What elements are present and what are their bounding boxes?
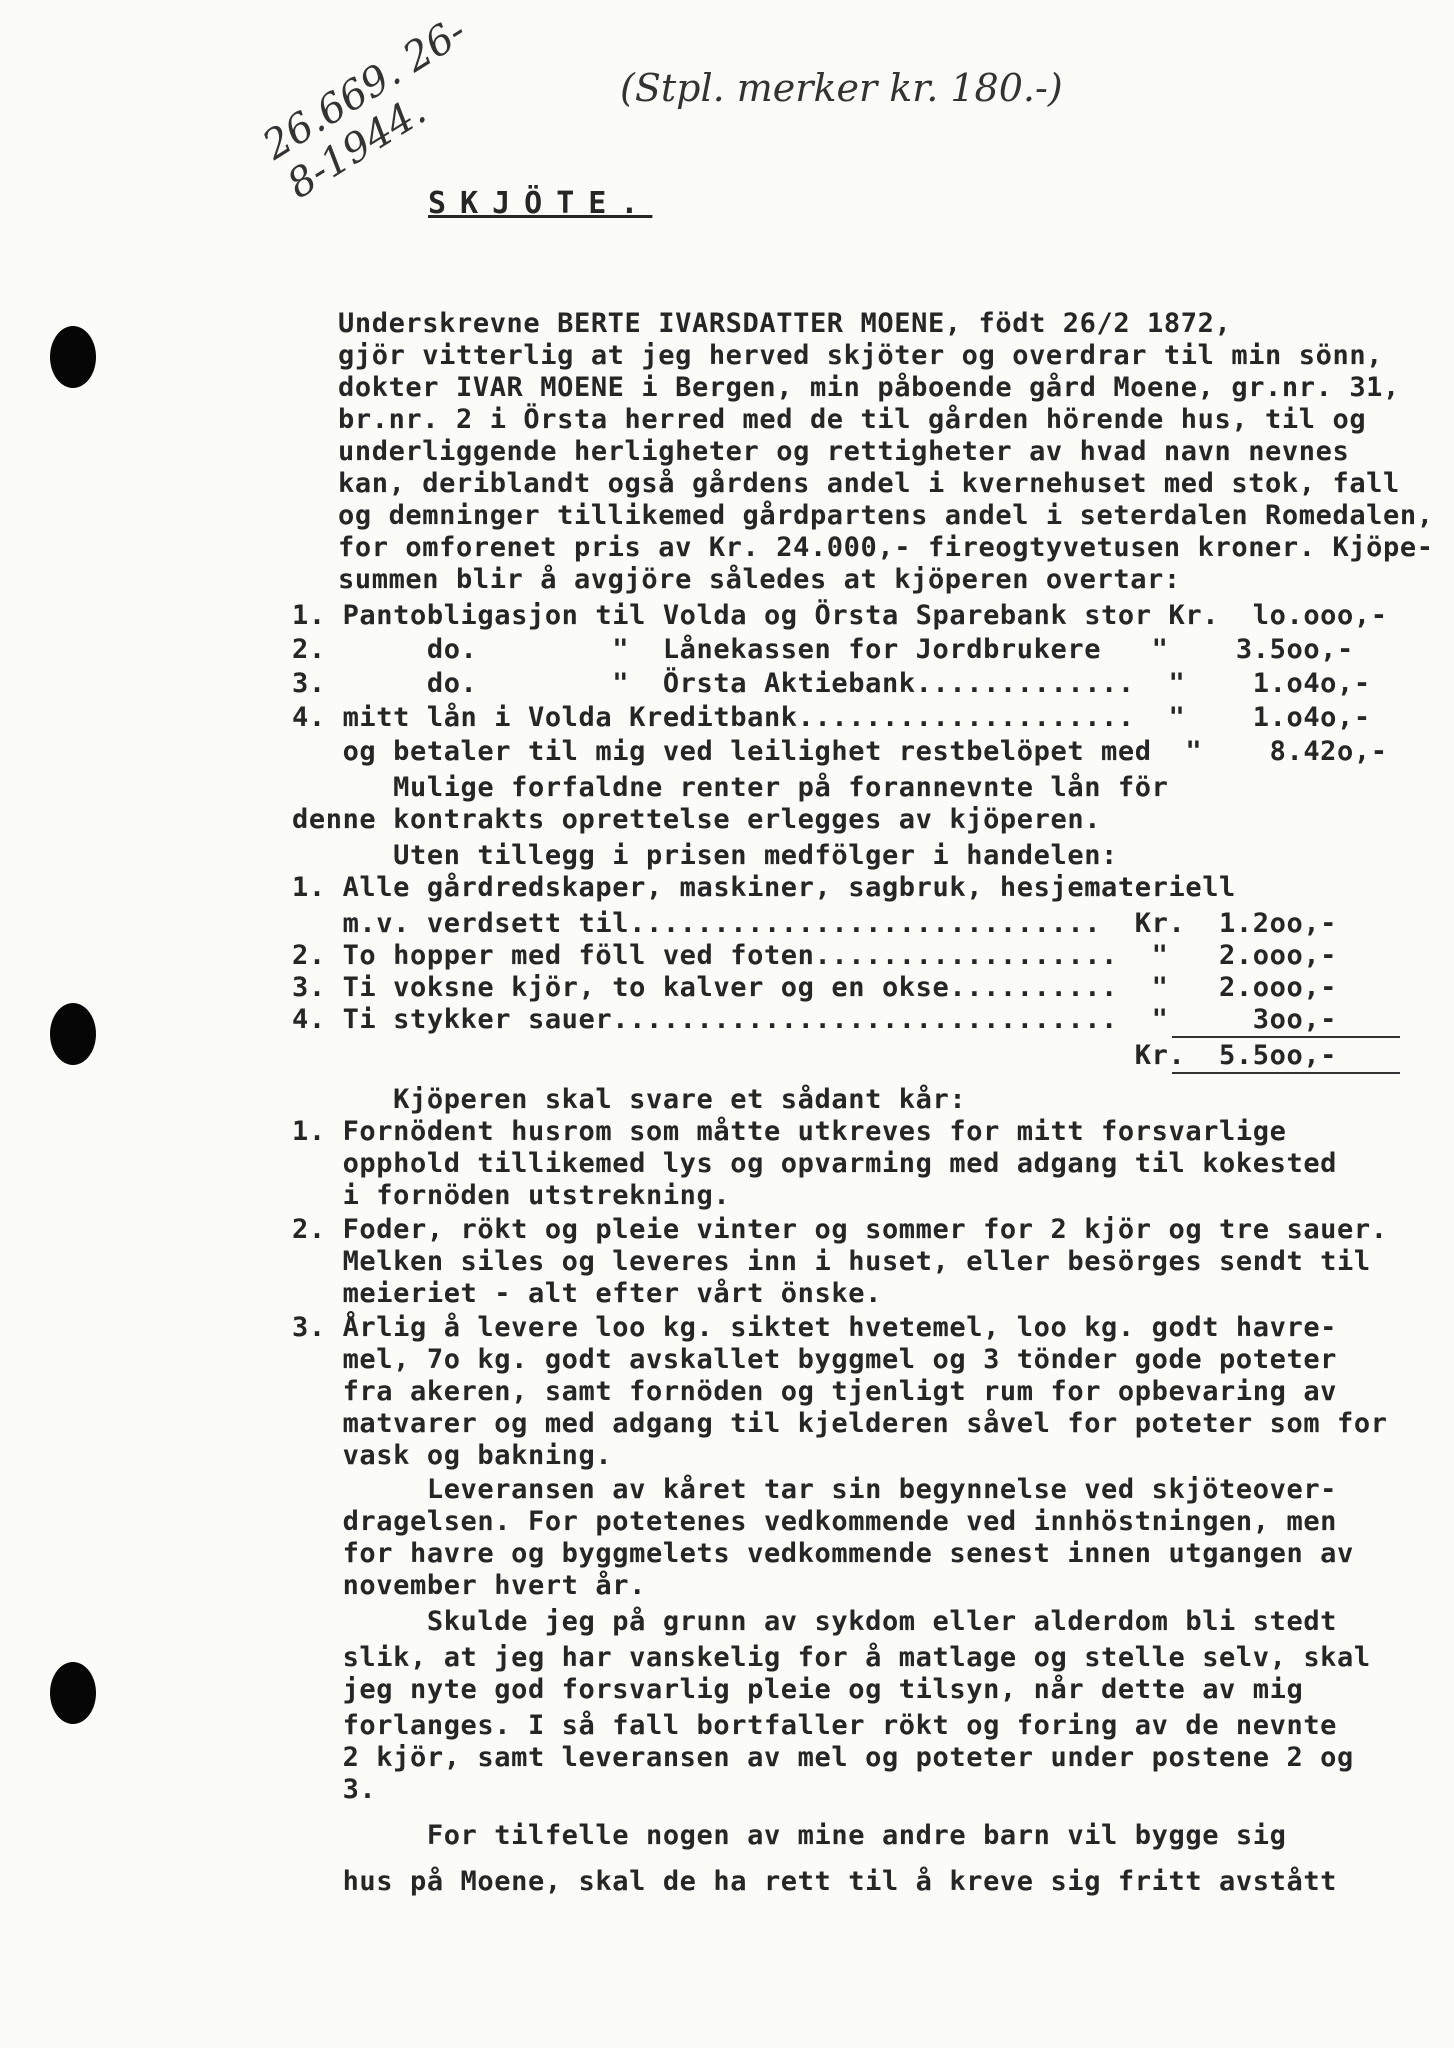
text-line: 1. Fornödent husrom som måtte utkreves for mitt forsvarlige: [292, 1116, 1287, 1147]
text-line: meieriet - alt efter vårt önske.: [292, 1278, 882, 1309]
text-line: 2 kjör, samt leveransen av mel og poteter under postene 2 og: [292, 1742, 1354, 1773]
text-line: For tilfelle nogen av mine andre barn vil bygge sig: [292, 1820, 1287, 1851]
sum-rule: [1172, 1072, 1400, 1074]
text-line: 2. To hopper med föll ved foten.................. " 2.ooo,-: [292, 940, 1338, 971]
header-handwritten-note: (Stpl. merker kr. 180.-): [620, 66, 1063, 110]
text-line: slik, at jeg har vanskelig for å matlage og stelle selv, skal: [292, 1642, 1371, 1673]
text-line: Mulige forfaldne renter på forannevnte lån för: [292, 772, 1169, 803]
text-line: 3. do. " Örsta Aktiebank............. " 1.o4o,-: [292, 668, 1371, 699]
text-line: mel, 7o kg. godt avskallet byggmel og 3 tönder gode poteter: [292, 1344, 1338, 1375]
text-line: 4. Ti stykker sauer.............................. " 3oo,-: [292, 1004, 1338, 1035]
text-line: Underskrevne BERTE IVARSDATTER MOENE, födt 26/2 1872,: [338, 308, 1232, 339]
text-line: vask og bakning.: [292, 1440, 613, 1471]
margin-note-text: 26.669. 26-8-1944.: [255, 8, 475, 209]
text-line: br.nr. 2 i Örsta herred med de til gården hörende hus, til og: [338, 404, 1367, 435]
text-line: fra akeren, samt fornöden og tjenligt rum for opbevaring av: [292, 1376, 1338, 1407]
text-line: 1. Pantobligasjon til Volda og Örsta Sparebank stor Kr. lo.ooo,-: [292, 600, 1388, 631]
text-line: for havre og byggmelets vedkommende senest innen utgangen av: [292, 1538, 1354, 1569]
text-line: m.v. verdsett til............................ Kr. 1.2oo,-: [292, 908, 1338, 939]
text-line: hus på Moene, skal de ha rett til å kreve sig fritt avstått: [292, 1866, 1338, 1897]
text-line: 3. Årlig å levere loo kg. siktet hvetemel, loo kg. godt havre-: [292, 1312, 1338, 1343]
text-line: 2. Foder, rökt og pleie vinter og sommer for 2 kjör og tre sauer.: [292, 1214, 1388, 1245]
punch-hole: [50, 326, 96, 388]
text-line: Leveransen av kåret tar sin begynnelse ved skjöteover-: [292, 1474, 1338, 1505]
text-line: kan, deriblandt også gårdens andel i kvernehuset med stok, fall: [338, 468, 1400, 499]
text-line: opphold tillikemed lys og opvarming med adgang til kokested: [292, 1148, 1338, 1179]
margin-handwritten-note: [255, 0, 524, 208]
text-line: jeg nyte god forsvarlig pleie og tilsyn, når dette av mig: [292, 1674, 1304, 1705]
document-title: SKJÖTE.: [428, 186, 653, 221]
sum-line: Kr. 5.5oo,-: [292, 1040, 1338, 1071]
text-line: for omforenet pris av Kr. 24.000,- fireogtyvetusen kroner. Kjöpe-: [338, 532, 1434, 563]
punch-hole: [50, 1003, 96, 1065]
text-line: dokter IVAR MOENE i Bergen, min påboende gård Moene, gr.nr. 31,: [338, 372, 1400, 403]
text-line: november hvert år.: [292, 1570, 646, 1601]
punch-hole: [50, 1662, 96, 1724]
sum-rule: [1172, 1036, 1400, 1038]
text-line: Kjöperen skal svare et sådant kår:: [292, 1084, 967, 1115]
text-line: underliggende herligheter og rettigheter av hvad navn nevnes: [338, 436, 1350, 467]
text-line: i fornöden utstrekning.: [292, 1180, 731, 1211]
text-line: og betaler til mig ved leilighet restbelöpet med " 8.42o,-: [292, 736, 1388, 767]
text-line: 4. mitt lån i Volda Kreditbank.................... " 1.o4o,-: [292, 702, 1371, 733]
text-line: 1. Alle gårdredskaper, maskiner, sagbruk, hesjemateriell: [292, 872, 1236, 903]
text-line: dragelsen. For potetenes vedkommende ved innhöstningen, men: [292, 1506, 1338, 1537]
text-line: og demninger tillikemed gårdpartens andel i seterdalen Romedalen,: [338, 500, 1434, 531]
text-line: Skulde jeg på grunn av sykdom eller alderdom bli stedt: [292, 1606, 1338, 1637]
text-line: summen blir å avgjöre således at kjöperen overtar:: [338, 564, 1181, 595]
text-line: Melken siles og leveres inn i huset, eller besörges sendt til: [292, 1246, 1371, 1277]
text-line: denne kontrakts oprettelse erlegges av kjöperen.: [292, 804, 1102, 835]
text-line: 3. Ti voksne kjör, to kalver og en okse.......... " 2.ooo,-: [292, 972, 1338, 1003]
text-line: 2. do. " Lånekassen for Jordbrukere " 3.5oo,-: [292, 634, 1354, 665]
text-line: forlanges. I så fall bortfaller rökt og foring av de nevnte: [292, 1710, 1338, 1741]
text-line: Uten tillegg i prisen medfölger i handelen:: [292, 840, 1118, 871]
text-line: matvarer og med adgang til kjelderen såvel for poteter som for: [292, 1408, 1388, 1439]
text-line: gjör vitterlig at jeg herved skjöter og overdrar til min sönn,: [338, 340, 1384, 371]
text-line: 3.: [292, 1774, 377, 1805]
